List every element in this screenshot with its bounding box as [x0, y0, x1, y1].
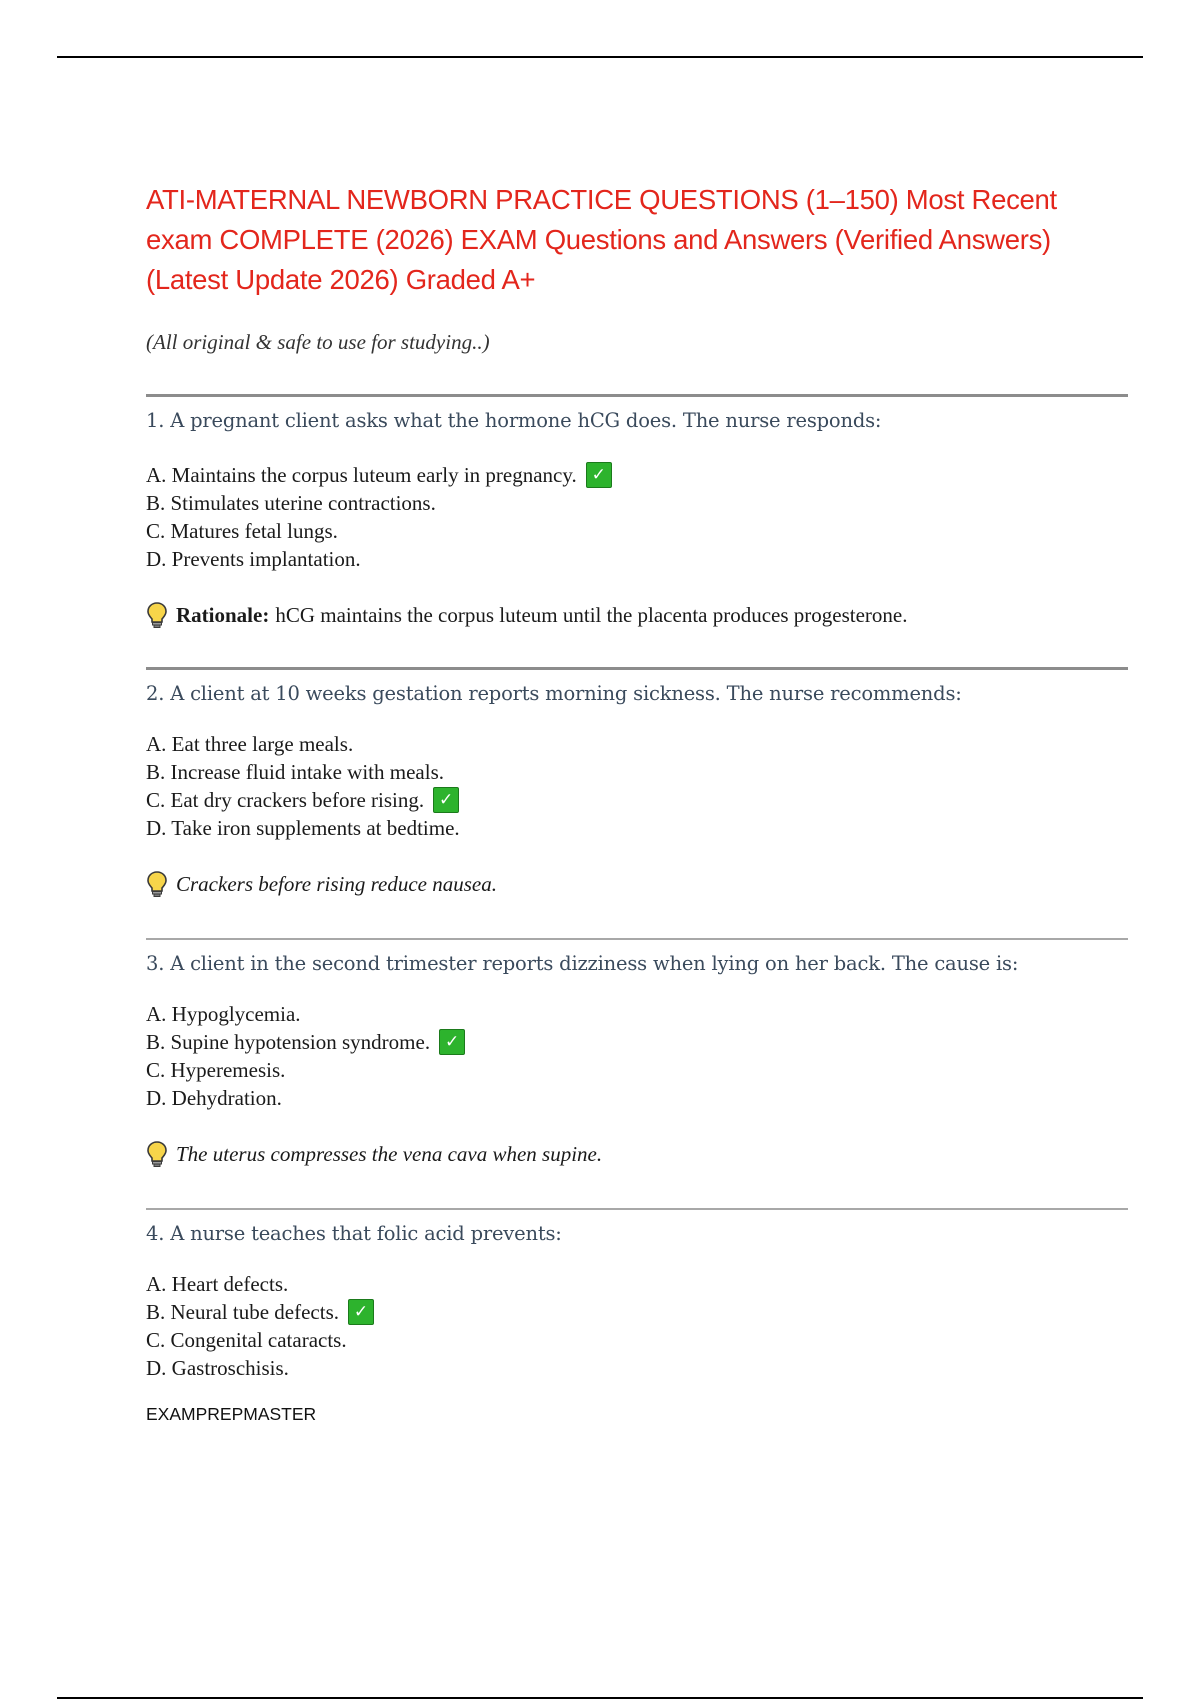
question-text: 4. A nurse teaches that folic acid prevents:: [146, 1222, 562, 1245]
option-text: A. Maintains the corpus luteum early in pregnancy.: [146, 463, 577, 487]
lightbulb-icon: [146, 870, 168, 898]
option-text: A. Eat three large meals.: [146, 732, 354, 756]
document-subtitle: (All original & safe to use for studying..): [146, 330, 490, 354]
answer-options: [146, 1270, 1128, 1382]
option-text: A. Heart defects.: [146, 1272, 289, 1296]
lightbulb-icon: [146, 601, 168, 629]
question-4: [146, 1208, 1128, 1382]
question-divider: [146, 938, 1128, 940]
document-title: [146, 180, 1128, 300]
option-text: D. Gastroschisis.: [146, 1356, 289, 1380]
rationale-text: The uterus compresses the vena cava when supine.: [176, 1142, 603, 1166]
answer-option-a: [146, 730, 1128, 758]
question-1: [146, 394, 1128, 629]
page-bottom-rule: [57, 1697, 1143, 1699]
option-text: B. Stimulates uterine contractions.: [146, 491, 436, 515]
check-mark-icon: ✓: [439, 1029, 465, 1055]
answer-option-b: [146, 758, 1128, 786]
answer-options: [146, 1000, 1128, 1112]
document-body: [146, 180, 1128, 1425]
footer-brand: EXAMPREPMASTER: [146, 1404, 317, 1424]
rationale: [146, 1140, 1128, 1168]
title-line: ATI-MATERNAL NEWBORN PRACTICE QUESTIONS (1–150) Most Recent: [146, 184, 1057, 215]
question-divider: [146, 394, 1128, 397]
question-text: 3. A client in the second trimester reports dizziness when lying on her back. The cause is:: [146, 952, 1019, 975]
answer-option-d: [146, 1084, 1128, 1112]
answer-option-c: [146, 1326, 1128, 1354]
check-mark-icon: ✓: [348, 1299, 374, 1325]
title-line: (Latest Update 2026) Graded A+: [146, 264, 536, 295]
option-text: A. Hypoglycemia.: [146, 1002, 301, 1026]
check-mark-icon: ✓: [586, 462, 612, 488]
answer-options: [146, 461, 1128, 573]
answer-option-a: [146, 1000, 1128, 1028]
answer-option-b: [146, 1028, 1128, 1056]
answer-option-c: [146, 786, 1128, 814]
option-text: C. Eat dry crackers before rising.: [146, 788, 425, 812]
question-divider: [146, 1208, 1128, 1210]
page-top-rule: [57, 56, 1143, 58]
answer-option-c: [146, 517, 1128, 545]
option-text: B. Neural tube defects.: [146, 1300, 340, 1324]
answer-option-a: [146, 1270, 1128, 1298]
option-text: C. Congenital cataracts.: [146, 1328, 347, 1352]
rationale-text: Crackers before rising reduce nausea.: [176, 872, 497, 896]
rationale-text: hCG maintains the corpus luteum until the placenta produces progesterone.: [275, 603, 908, 627]
question-text: 2. A client at 10 weeks gestation reports morning sickness. The nurse recommends:: [146, 682, 962, 705]
answer-option-d: [146, 1354, 1128, 1382]
answer-option-c: [146, 1056, 1128, 1084]
lightbulb-icon: [146, 1140, 168, 1168]
question-3: [146, 938, 1128, 1168]
answer-option-d: [146, 814, 1128, 842]
answer-options: [146, 730, 1128, 842]
rationale: [146, 601, 1128, 629]
question-2: [146, 667, 1128, 898]
rationale-label: Rationale:: [176, 603, 270, 627]
title-line: exam COMPLETE (2026) EXAM Questions and Answers (Verified Answers): [146, 224, 1051, 255]
check-mark-icon: ✓: [433, 787, 459, 813]
option-text: B. Supine hypotension syndrome.: [146, 1030, 431, 1054]
answer-option-b: [146, 489, 1128, 517]
answer-option-d: [146, 545, 1128, 573]
rationale: [146, 870, 1128, 898]
question-divider: [146, 667, 1128, 670]
question-text: 1. A pregnant client asks what the hormone hCG does. The nurse responds:: [146, 409, 882, 432]
option-text: D. Take iron supplements at bedtime.: [146, 816, 460, 840]
option-text: B. Increase fluid intake with meals.: [146, 760, 444, 784]
option-text: C. Hyperemesis.: [146, 1058, 286, 1082]
answer-option-a: [146, 461, 1128, 489]
option-text: D. Prevents implantation.: [146, 547, 361, 571]
answer-option-b: [146, 1298, 1128, 1326]
option-text: D. Dehydration.: [146, 1086, 282, 1110]
option-text: C. Matures fetal lungs.: [146, 519, 338, 543]
